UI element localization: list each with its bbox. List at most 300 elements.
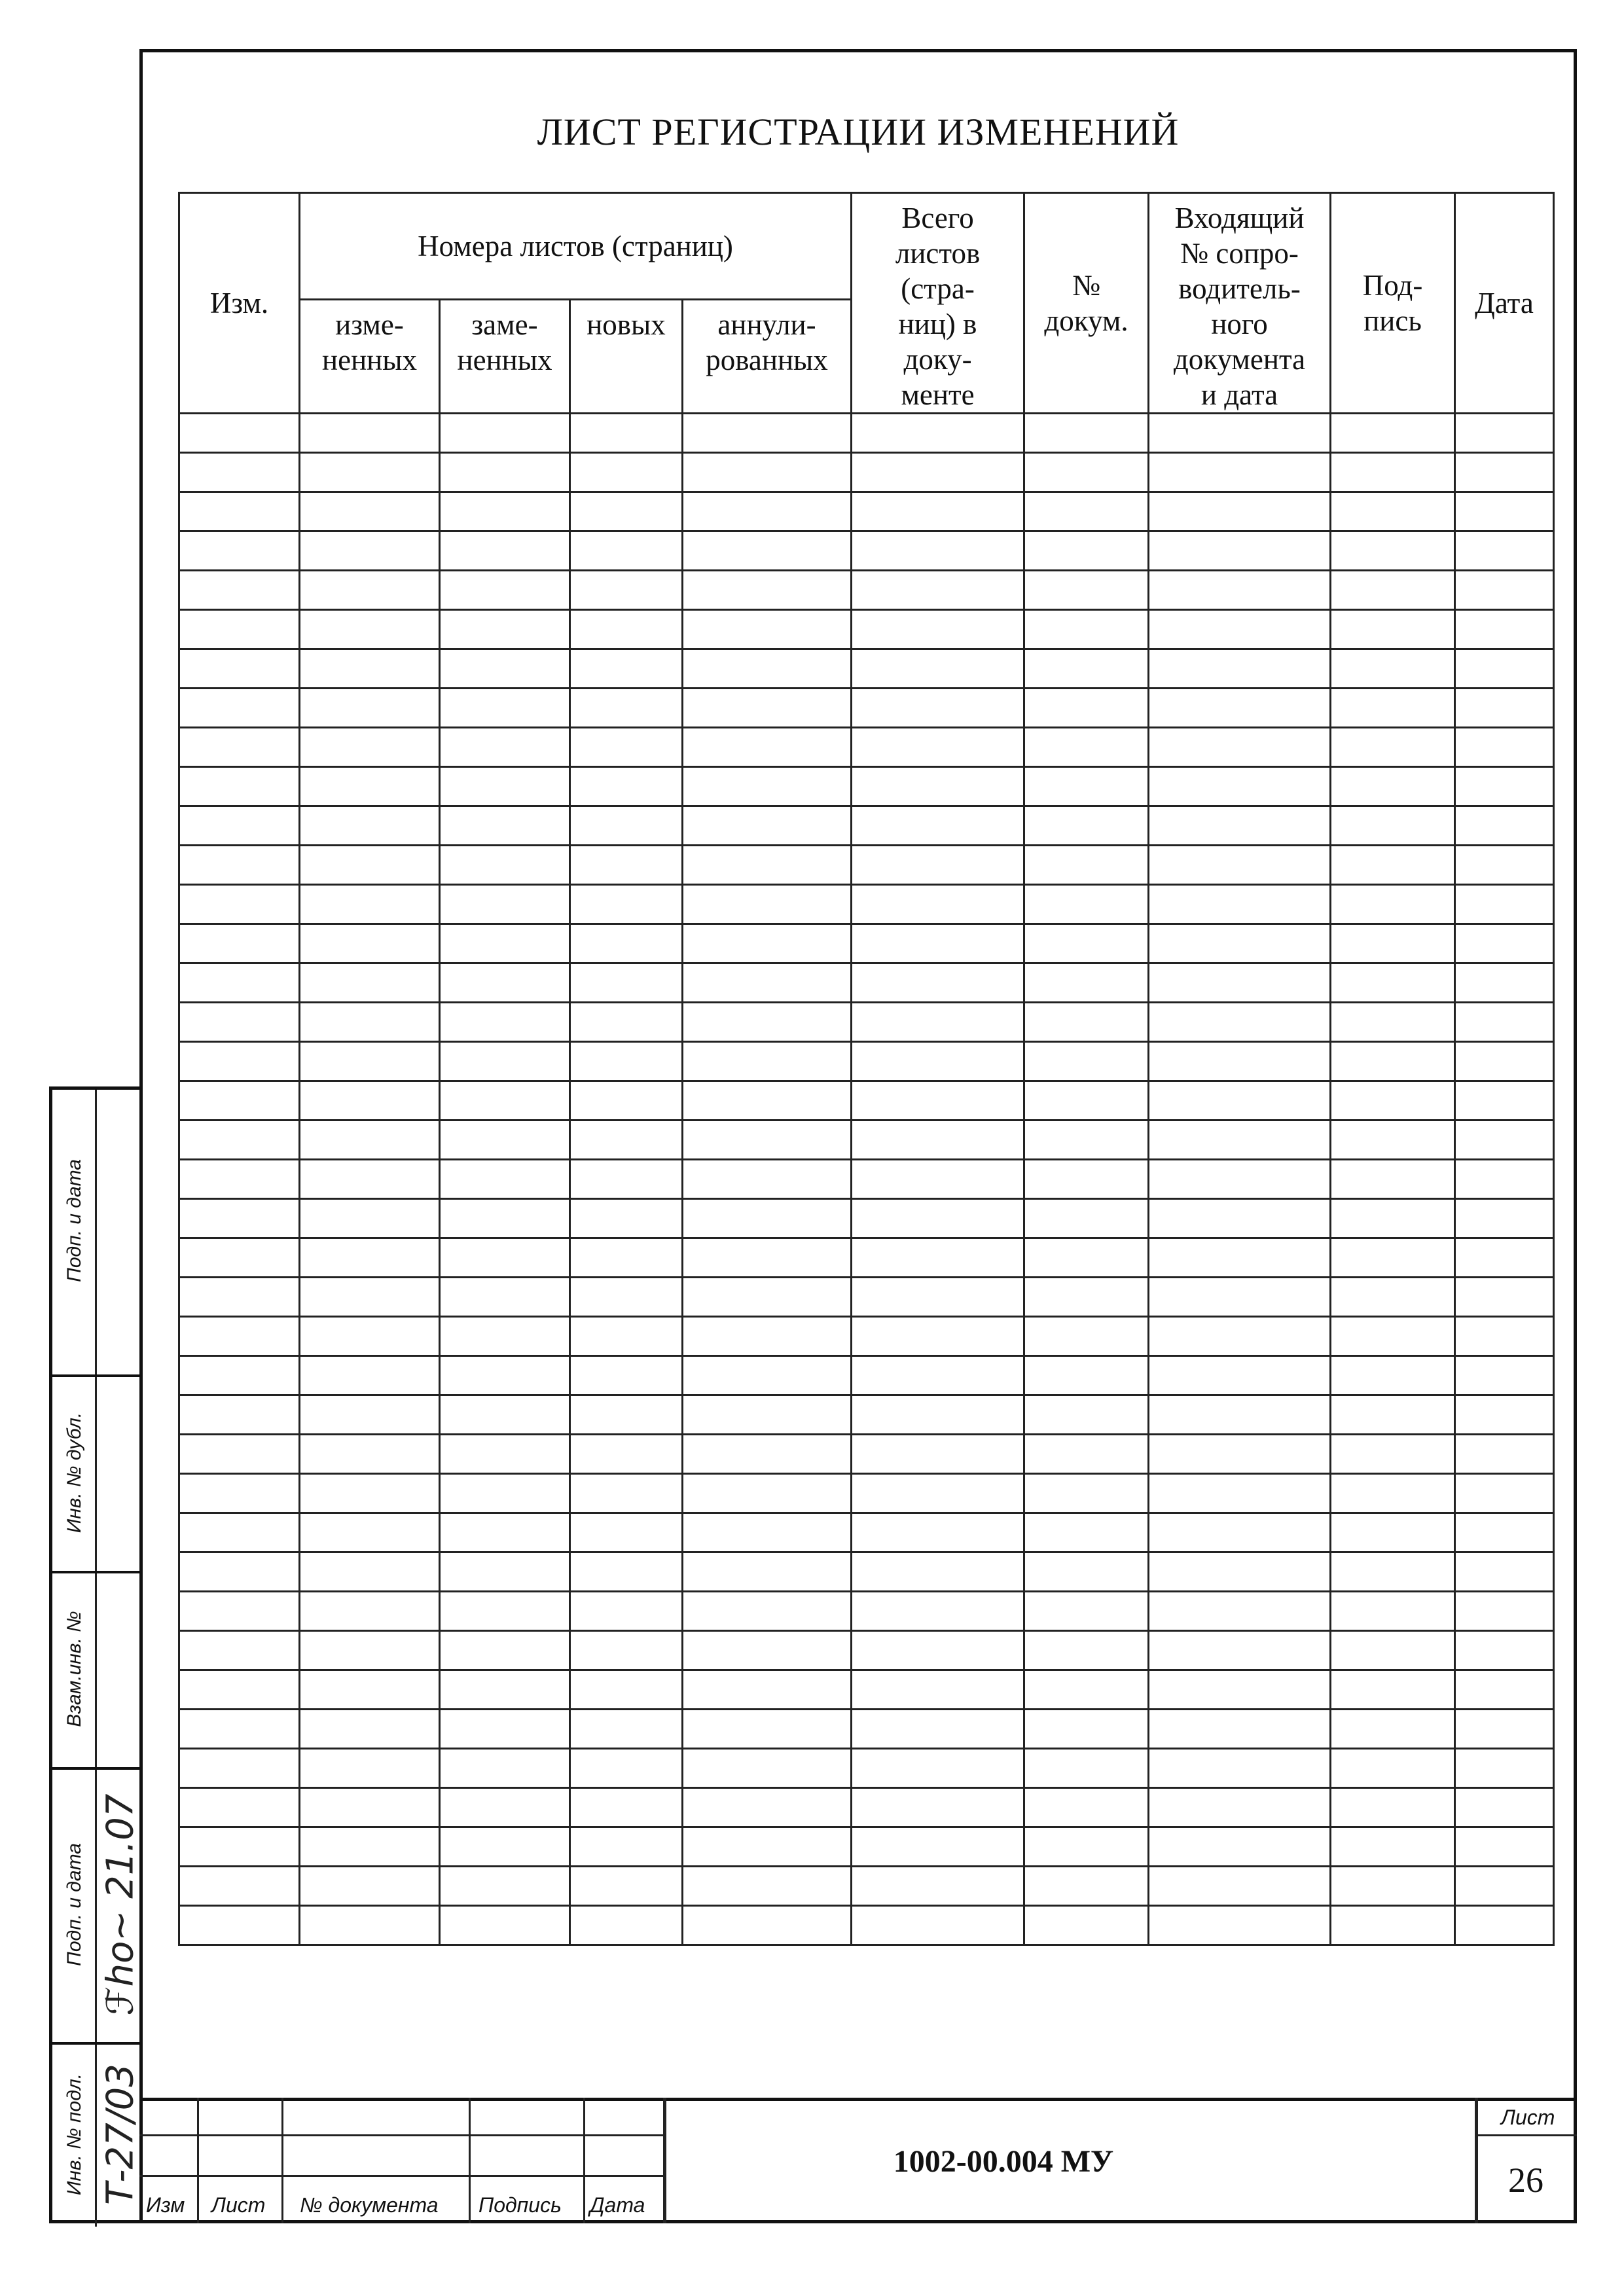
table-cell (852, 885, 1024, 924)
table-cell (179, 1592, 300, 1631)
table-cell (1331, 885, 1455, 924)
table-cell (1455, 571, 1554, 610)
table-cell (1455, 1513, 1554, 1552)
table-cell (1455, 1788, 1554, 1827)
table-cell (683, 885, 852, 924)
table-cell (440, 1906, 570, 1945)
table-cell (179, 1788, 300, 1827)
table-cell (1024, 1317, 1149, 1356)
table-cell (570, 1435, 683, 1474)
table-cell (1455, 1592, 1554, 1631)
table-cell (1024, 1552, 1149, 1592)
table-cell (440, 885, 570, 924)
table-cell (683, 1317, 852, 1356)
table-row (179, 1042, 1554, 1081)
table-cell (1455, 1042, 1554, 1081)
table-cell (683, 453, 852, 492)
table-cell (1331, 1238, 1455, 1278)
table-cell (570, 1710, 683, 1749)
table-cell (1149, 610, 1331, 649)
table-cell (683, 1631, 852, 1670)
table-cell (300, 924, 440, 963)
table-cell (1331, 963, 1455, 1003)
table-cell (1455, 689, 1554, 728)
table-cell (179, 846, 300, 885)
table-row (179, 1513, 1554, 1552)
table-cell (852, 1749, 1024, 1788)
table-row (179, 1749, 1554, 1788)
table-cell (1149, 1552, 1331, 1592)
table-cell (179, 531, 300, 571)
table-cell (683, 1121, 852, 1160)
table-cell (1149, 1317, 1331, 1356)
title-block-grid-line (1475, 2134, 1577, 2136)
table-cell (300, 531, 440, 571)
table-cell (300, 1710, 440, 1749)
table-cell (683, 728, 852, 767)
table-cell (1149, 1906, 1331, 1945)
table-cell (179, 1867, 300, 1906)
table-cell (1455, 1278, 1554, 1317)
table-cell (179, 767, 300, 806)
table-cell (1149, 1710, 1331, 1749)
table-cell (570, 414, 683, 453)
table-cell (570, 689, 683, 728)
table-cell (683, 571, 852, 610)
table-cell (1149, 806, 1331, 846)
document-code: 1002-00.004 МУ (893, 2144, 1114, 2179)
table-cell (1331, 1474, 1455, 1513)
table-row (179, 1081, 1554, 1121)
table-cell (300, 1749, 440, 1788)
table-cell (440, 767, 570, 806)
table-cell (852, 924, 1024, 963)
table-cell (1455, 453, 1554, 492)
table-cell (300, 1356, 440, 1395)
table-cell (852, 1317, 1024, 1356)
table-cell (440, 1749, 570, 1788)
table-cell (1455, 1160, 1554, 1199)
stamp-label-doc-no: № документа (300, 2193, 439, 2217)
table-cell (300, 963, 440, 1003)
table-cell (852, 1670, 1024, 1710)
stamp-label-signature: Подпись (478, 2193, 562, 2217)
table-row (179, 806, 1554, 846)
table-cell (300, 1474, 440, 1513)
table-cell (570, 1356, 683, 1395)
table-cell (1455, 1121, 1554, 1160)
table-cell (300, 1121, 440, 1160)
table-cell (852, 1710, 1024, 1749)
table-cell (1024, 1513, 1149, 1552)
table-cell (1149, 1081, 1331, 1121)
table-cell (440, 453, 570, 492)
table-cell (1331, 1631, 1455, 1670)
table-cell (570, 1906, 683, 1945)
table-cell (1149, 531, 1331, 571)
table-cell (300, 885, 440, 924)
table-cell (852, 1906, 1024, 1945)
table-cell (300, 1592, 440, 1631)
table-cell (1149, 1042, 1331, 1081)
table-cell (300, 414, 440, 453)
table-cell (1331, 767, 1455, 806)
table-cell (852, 1592, 1024, 1631)
table-cell (1331, 728, 1455, 767)
register-rows (179, 414, 1554, 1945)
table-cell (683, 1395, 852, 1435)
table-cell (1149, 492, 1331, 531)
table-cell (683, 963, 852, 1003)
table-cell (1024, 885, 1149, 924)
table-cell (1455, 1081, 1554, 1121)
table-cell (1455, 885, 1554, 924)
table-cell (570, 806, 683, 846)
table-cell (1024, 492, 1149, 531)
table-cell (179, 1474, 300, 1513)
table-cell (179, 1906, 300, 1945)
table-cell (1149, 1592, 1331, 1631)
table-cell (179, 1513, 300, 1552)
table-cell (179, 1081, 300, 1121)
title-block-grid-line (281, 2098, 283, 2223)
table-cell (1331, 1592, 1455, 1631)
table-cell (300, 767, 440, 806)
table-cell (440, 531, 570, 571)
table-cell (1455, 414, 1554, 453)
table-cell (852, 728, 1024, 767)
table-cell (1024, 1121, 1149, 1160)
table-cell (179, 453, 300, 492)
table-cell (440, 1474, 570, 1513)
col-header-doc-number: № докум. (1024, 193, 1149, 414)
table-cell (1024, 571, 1149, 610)
table-cell (300, 728, 440, 767)
table-cell (1024, 453, 1149, 492)
table-cell (1149, 767, 1331, 806)
table-cell (179, 1238, 300, 1278)
table-cell (1331, 1317, 1455, 1356)
side-label-podp-data: Подп. и дата (63, 1159, 85, 1282)
table-cell (683, 414, 852, 453)
table-cell (1455, 1474, 1554, 1513)
table-cell (1455, 610, 1554, 649)
table-cell (1455, 1906, 1554, 1945)
table-cell (300, 1395, 440, 1435)
table-cell (683, 924, 852, 963)
table-cell (570, 1160, 683, 1199)
table-row (179, 767, 1554, 806)
table-cell (1024, 767, 1149, 806)
table-cell (440, 414, 570, 453)
table-cell (179, 1552, 300, 1592)
table-cell (1149, 924, 1331, 963)
table-cell (179, 1003, 300, 1042)
table-cell (300, 1199, 440, 1238)
table-cell (1149, 1867, 1331, 1906)
table-row (179, 1238, 1554, 1278)
table-row (179, 1474, 1554, 1513)
title-block (139, 2098, 1577, 2223)
table-cell (1331, 1042, 1455, 1081)
table-cell (1331, 492, 1455, 531)
table-cell (300, 806, 440, 846)
table-cell (1024, 689, 1149, 728)
table-cell (683, 649, 852, 689)
table-cell (1149, 649, 1331, 689)
table-cell (683, 846, 852, 885)
table-cell (179, 1435, 300, 1474)
table-cell (179, 1160, 300, 1199)
table-cell (300, 846, 440, 885)
table-cell (1331, 571, 1455, 610)
table-cell (1149, 1121, 1331, 1160)
table-cell (1455, 1670, 1554, 1710)
table-cell (300, 1513, 440, 1552)
table-cell (440, 1827, 570, 1867)
table-cell (1331, 1395, 1455, 1435)
table-cell (683, 767, 852, 806)
table-cell (852, 1474, 1024, 1513)
changes-register-table (178, 192, 1555, 1946)
table-cell (179, 1042, 300, 1081)
table-cell (440, 1356, 570, 1395)
table-cell (1455, 728, 1554, 767)
table-cell (1149, 885, 1331, 924)
table-cell (440, 571, 570, 610)
table-cell (570, 1867, 683, 1906)
table-cell (300, 571, 440, 610)
table-cell (683, 806, 852, 846)
table-cell (852, 846, 1024, 885)
table-cell (440, 610, 570, 649)
table-cell (683, 1906, 852, 1945)
table-cell (852, 1199, 1024, 1238)
table-cell (1331, 1749, 1455, 1788)
table-cell (1149, 1356, 1331, 1395)
table-cell (852, 571, 1024, 610)
table-row (179, 728, 1554, 767)
table-cell (683, 1238, 852, 1278)
side-divider (52, 1374, 139, 1377)
table-cell (570, 1631, 683, 1670)
table-cell (440, 963, 570, 1003)
table-cell (852, 689, 1024, 728)
col-header-izm: Изм. (179, 193, 300, 414)
table-cell (1331, 1435, 1455, 1474)
table-row (179, 963, 1554, 1003)
table-cell (1331, 1552, 1455, 1592)
table-cell (1331, 531, 1455, 571)
table-cell (1331, 414, 1455, 453)
table-cell (570, 924, 683, 963)
table-cell (1024, 963, 1149, 1003)
table-cell (440, 1513, 570, 1552)
table-cell (852, 963, 1024, 1003)
table-cell (1024, 1199, 1149, 1238)
table-cell (1149, 728, 1331, 767)
side-label-inv-dubl: Инв. № дубл. (63, 1412, 85, 1534)
table-row (179, 1199, 1554, 1238)
table-cell (1455, 1199, 1554, 1238)
table-row (179, 846, 1554, 885)
table-cell (440, 1003, 570, 1042)
table-cell (570, 492, 683, 531)
col-header-changed: изме- ненных (300, 300, 440, 414)
table-cell (570, 571, 683, 610)
table-cell (570, 846, 683, 885)
side-label-inv-podl: Инв. № подл. (63, 2073, 85, 2196)
table-cell (683, 492, 852, 531)
table-cell (570, 1278, 683, 1317)
table-cell (300, 1552, 440, 1592)
table-cell (1149, 1278, 1331, 1317)
table-cell (440, 1395, 570, 1435)
table-cell (179, 1827, 300, 1867)
table-cell (1455, 806, 1554, 846)
table-cell (440, 1670, 570, 1710)
table-cell (570, 1788, 683, 1827)
table-cell (1024, 1592, 1149, 1631)
col-header-date: Дата (1455, 193, 1554, 414)
table-cell (1331, 924, 1455, 963)
table-cell (1331, 1278, 1455, 1317)
table-cell (440, 1592, 570, 1631)
page-title: ЛИСТ РЕГИСТРАЦИИ ИЗМЕНЕНИЙ (537, 111, 1180, 153)
table-row (179, 1356, 1554, 1395)
table-cell (1024, 1278, 1149, 1317)
table-cell (440, 1317, 570, 1356)
table-cell (1455, 1395, 1554, 1435)
table-cell (1455, 924, 1554, 963)
table-cell (179, 1356, 300, 1395)
table-cell (1024, 806, 1149, 846)
table-cell (683, 1788, 852, 1827)
table-cell (1455, 1710, 1554, 1749)
table-cell (570, 1317, 683, 1356)
table-cell (570, 649, 683, 689)
table-cell (440, 806, 570, 846)
table-cell (300, 1670, 440, 1710)
table-cell (300, 1278, 440, 1317)
table-cell (179, 492, 300, 531)
table-cell (1024, 1395, 1149, 1435)
side-divider (52, 1571, 139, 1573)
col-header-replaced: заме- ненных (440, 300, 570, 414)
title-block-grid-line (583, 2098, 585, 2223)
table-cell (440, 649, 570, 689)
table-row (179, 610, 1554, 649)
table-cell (683, 1827, 852, 1867)
table-cell (1331, 1670, 1455, 1710)
table-cell (1149, 1749, 1331, 1788)
table-cell (852, 414, 1024, 453)
table-cell (1455, 1631, 1554, 1670)
table-cell (1149, 1631, 1331, 1670)
table-cell (1024, 1435, 1149, 1474)
table-cell (1331, 1513, 1455, 1552)
table-cell (1024, 728, 1149, 767)
table-cell (852, 1003, 1024, 1042)
table-cell (1331, 1788, 1455, 1827)
table-cell (683, 1513, 852, 1552)
table-cell (300, 1003, 440, 1042)
table-cell (179, 924, 300, 963)
table-cell (440, 1867, 570, 1906)
table-row (179, 571, 1554, 610)
table-cell (1331, 1710, 1455, 1749)
table-row (179, 1435, 1554, 1474)
side-divider (52, 1767, 139, 1770)
table-cell (570, 453, 683, 492)
table-row (179, 1827, 1554, 1867)
handwritten-signature-date: ℱℎо~ 21.07 (99, 1793, 142, 2016)
table-cell (1024, 1474, 1149, 1513)
table-cell (683, 1356, 852, 1395)
table-cell (179, 728, 300, 767)
table-cell (1455, 492, 1554, 531)
table-row (179, 1552, 1554, 1592)
table-cell (852, 1867, 1024, 1906)
table-cell (683, 531, 852, 571)
table-cell (1149, 414, 1331, 453)
table-cell (1024, 1867, 1149, 1906)
table-cell (683, 1670, 852, 1710)
table-cell (1455, 767, 1554, 806)
table-cell (852, 1238, 1024, 1278)
table-cell (1455, 1238, 1554, 1278)
col-header-new: новых (570, 300, 683, 414)
table-cell (300, 649, 440, 689)
table-cell (1149, 1003, 1331, 1042)
table-cell (1455, 1749, 1554, 1788)
table-cell (1149, 1827, 1331, 1867)
table-cell (683, 1003, 852, 1042)
table-cell (1149, 453, 1331, 492)
table-cell (440, 1631, 570, 1670)
handwritten-inventory-number: Т-27/03 (99, 2064, 142, 2205)
title-block-grid-line (197, 2098, 199, 2223)
table-cell (440, 1042, 570, 1081)
table-cell (1024, 610, 1149, 649)
table-row (179, 1710, 1554, 1749)
table-cell (852, 610, 1024, 649)
table-cell (1149, 1474, 1331, 1513)
table-cell (300, 1042, 440, 1081)
col-header-signature: Под- пись (1331, 193, 1455, 414)
table-cell (300, 1906, 440, 1945)
table-cell (683, 1160, 852, 1199)
table-cell (683, 1435, 852, 1474)
table-cell (1149, 1435, 1331, 1474)
stamp-label-date: Дата (590, 2193, 645, 2217)
table-cell (570, 1513, 683, 1552)
table-cell (300, 689, 440, 728)
sheet-number: 26 (1508, 2161, 1543, 2200)
table-cell (1024, 1710, 1149, 1749)
table-cell (1331, 1003, 1455, 1042)
table-cell (440, 1278, 570, 1317)
table-row (179, 1160, 1554, 1199)
table-cell (179, 1317, 300, 1356)
table-cell (683, 689, 852, 728)
table-row (179, 1003, 1554, 1042)
table-cell (852, 1827, 1024, 1867)
side-divider (52, 2042, 139, 2045)
table-cell (852, 1513, 1024, 1552)
table-cell (852, 1121, 1024, 1160)
table-cell (1149, 1160, 1331, 1199)
